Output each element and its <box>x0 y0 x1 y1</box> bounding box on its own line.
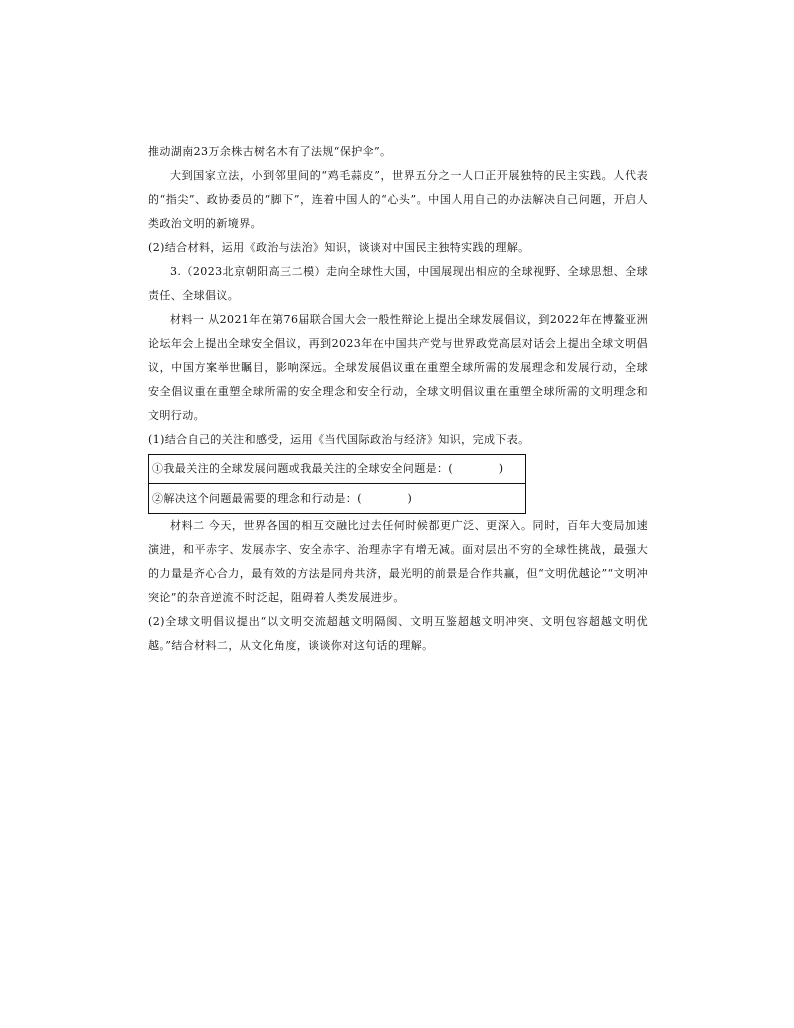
text-line-continuation: 推动湖南23万余株古树名木有了法规“保护伞”。 <box>148 145 392 158</box>
material-one: 材料一 从2021年在第76届联合国大会一般性辩论上提出全球发展倡议，到2022年在博鳌亚洲论坛年会上提出全球安全倡议，再到2023年在中国共产党与世界政党高层对话会上提出全球文明倡议，中国方案举世瞩目，影响深远。全球发展倡议重在重塑全球所需的发展理念和发展行动，全球安全倡议重在重塑全球所需的安全理念和安全行动，全球文明倡议重在重塑全球所需的文明理念和文明行动。 <box>148 313 648 422</box>
page-content <box>148 140 648 658</box>
answer-table-row-2: ②解决这个问题最需要的理念和行动是：( ) <box>149 483 525 513</box>
question-3-stem: 3.（2023北京朝阳高三二模）走向全球性大国，中国展现出相应的全球视野、全球思想、全球责任、全球倡议。 <box>148 265 648 302</box>
answer-table <box>148 454 526 514</box>
question-3-2: (2)全球文明倡议提出“以文明交流超越文明隔阂、文明互鉴超越文明冲突、文明包容超越文明优越。”结合材料二，从文化角度，谈谈你对这句话的理解。 <box>148 615 648 652</box>
paragraph-democracy: 大到国家立法，小到邻里间的“鸡毛蒜皮”，世界五分之一人口正开展独特的民主实践。人代表的“指尖”、政协委员的“脚下”，连着中国人的“心头”。中国人用自己的办法解决自己问题，开启人类政治文明的新境界。 <box>148 169 648 230</box>
question-3-1: (1)结合自己的关注和感受，运用《当代国际政治与经济》知识，完成下表。 <box>148 433 530 446</box>
material-two: 材料二 今天，世界各国的相互交融比过去任何时候都更广泛、更深入。同时，百年大变局加速演进，和平赤字、发展赤字、安全赤字、治理赤字有增无减。面对层出不穷的全球性挑战，最强大的力量是齐心合力，最有效的方法是同舟共济，最光明的前景是合作共赢，但“文明优越论”“文明冲突论”的杂音逆流不时泛起，阻碍着人类发展进步。 <box>148 519 648 604</box>
question-2-2: (2)结合材料，运用《政治与法治》知识，谈谈对中国民主独特实践的理解。 <box>148 241 530 254</box>
answer-table-row-1: ①我最关注的全球发展问题或我最关注的全球安全问题是：( ) <box>152 462 504 475</box>
